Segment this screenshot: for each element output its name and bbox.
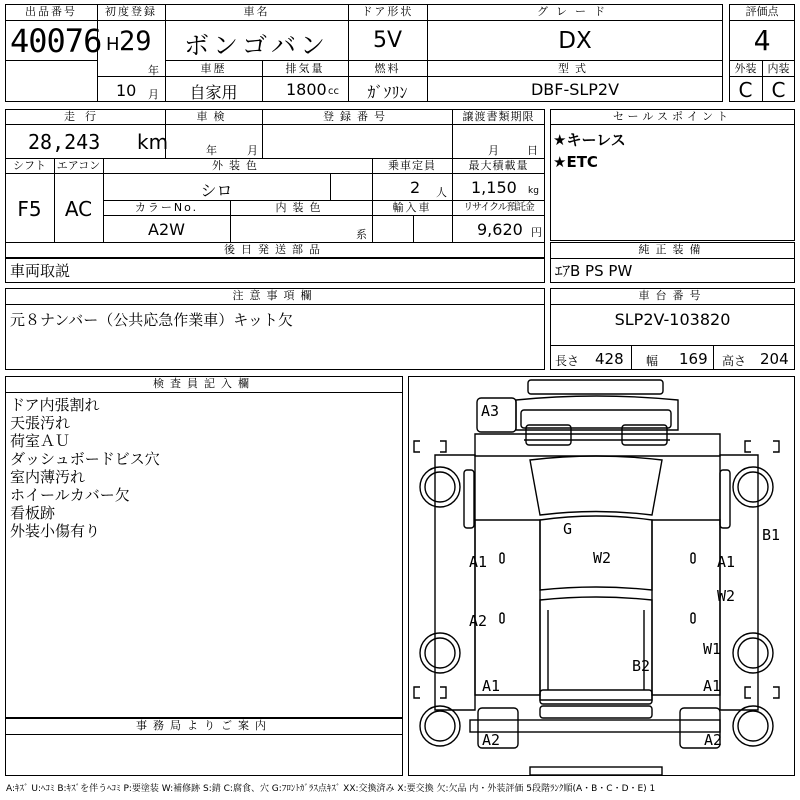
interior-grade: C (771, 78, 786, 102)
damage-mark: B2 (632, 657, 651, 675)
legend: A:ｷｽﾞ U:ﾍｺﾐ B:ｷｽﾞを伴うﾍｺﾐ P:要塗装 W:補修跡 S:錆 C:腐食、穴 G:ﾌﾛﾝﾄｶﾞﾗｽ点ｷｽﾞ XX:交換済み X:要交換 欠:欠品 内・外装評価 5段階ﾗﾝｸ順(A・B・C・D・E) 1 (6, 784, 656, 794)
door-label: ドア形状 (361, 5, 414, 18)
height: 204 (760, 350, 789, 368)
load-label: 最大積載量 (468, 159, 529, 172)
first-reg-era: H (106, 34, 120, 55)
sales-label: セールスポイント (612, 110, 732, 123)
score: 4 (753, 24, 771, 57)
mileage-unit: km (137, 130, 169, 154)
car-outline (408, 376, 795, 776)
inspector-label: 検査員記入欄 (153, 377, 255, 390)
width: 169 (679, 350, 708, 368)
interior-grade-label: 内装 (767, 62, 790, 75)
inspector-note: 外装小傷有り (10, 522, 101, 540)
first-reg-month: 10 (116, 81, 137, 100)
height-label: 高さ (722, 354, 747, 368)
sales-point: ★キーレス (553, 131, 626, 149)
damage-mark: W1 (703, 640, 722, 658)
history: 自家用 (189, 83, 238, 102)
inspection-label: 車検 (196, 110, 231, 123)
transfer-day-unit: 日 (527, 144, 538, 157)
mileage-label: 走行 (64, 110, 106, 123)
damage-mark: G (563, 520, 573, 538)
int-color-unit: 系 (356, 228, 367, 241)
reg-no-label: 登録番号 (323, 110, 391, 123)
length: 428 (595, 350, 624, 368)
ac-label: エアコン (56, 159, 101, 172)
later-parts-value: 車両取説 (10, 262, 71, 280)
damage-mark: A1 (717, 553, 736, 571)
office-label: 事務局よりご案内 (136, 719, 272, 732)
inspector-note: ダッシュボードビス穴 (10, 450, 160, 468)
door-type: 5V (372, 28, 403, 53)
inspector-note: ホイールカバー欠 (10, 486, 130, 504)
first-reg-year: 29 (119, 26, 152, 57)
import-label: 輸入車 (392, 201, 432, 214)
damage-mark: A2 (469, 612, 488, 630)
mileage: 28,243 (28, 130, 101, 154)
grade-label: グレード (537, 5, 613, 18)
inspector-note: 室内薄汚れ (10, 468, 86, 486)
damage-mark: A1 (482, 677, 501, 695)
shift: F5 (17, 197, 42, 221)
first-reg-year-unit: 年 (148, 64, 159, 77)
capacity-unit: 人 (436, 186, 447, 199)
ext-color: シロ (200, 181, 233, 200)
history-label: 車歴 (200, 62, 227, 75)
damage-mark: A2 (704, 731, 723, 749)
car-name: ボンゴバン (183, 31, 329, 60)
displacement: 1800 (286, 80, 327, 99)
capacity-label: 乗車定員 (388, 159, 436, 172)
chassis-label: 車台番号 (638, 289, 707, 302)
exterior-grade: C (738, 78, 753, 102)
int-color-label: 内装色 (275, 201, 327, 214)
ext-color-label: 外装色 (212, 159, 263, 172)
sales-block (550, 109, 795, 241)
recycle: 9,620 (477, 220, 523, 239)
damage-mark: A1 (469, 553, 488, 571)
shift-label: シフト (13, 159, 46, 172)
caution-value: 元８ナンバー（公共応急作業車）キット欠 (10, 311, 293, 329)
displacement-unit: cc (328, 86, 339, 97)
color-no: A2W (148, 220, 185, 239)
load: 1,150 (471, 178, 517, 197)
recycle-unit: 円 (531, 226, 542, 239)
model: DBF-SLP2V (530, 80, 620, 99)
fuel: ｶﾞｿﾘﾝ (367, 83, 408, 102)
lot-no-label: 出品番号 (25, 5, 77, 18)
inspection-year-unit: 年 (206, 144, 217, 157)
first-reg-label: 初度登録 (105, 5, 157, 18)
exterior-grade-label: 外装 (734, 62, 757, 75)
car-name-label: 車名 (243, 5, 270, 18)
grade: DX (558, 28, 592, 54)
damage-mark: A2 (482, 731, 501, 749)
genuine-label: 純正装備 (638, 243, 707, 256)
inspector-note: 看板跡 (10, 504, 56, 522)
lot-no: 40076 (10, 22, 102, 60)
width-label: 幅 (646, 354, 659, 368)
transfer-label: 譲渡書類期限 (462, 110, 535, 123)
caution-label: 注意事項欄 (232, 289, 318, 302)
recycle-label: リサイクル預託金 (463, 202, 534, 213)
inspection-month-unit: 月 (247, 144, 258, 157)
inspector-note: 荷室ＡＵ (10, 432, 71, 450)
damage-mark: B1 (762, 526, 781, 544)
first-reg-month-unit: 月 (148, 88, 159, 101)
damage-mark: W2 (717, 587, 736, 605)
later-parts-block (5, 242, 545, 283)
model-label: 型式 (558, 62, 592, 75)
displacement-label: 排気量 (285, 62, 325, 75)
damage-mark: A1 (703, 677, 722, 695)
fuel-label: 燃料 (374, 62, 401, 75)
length-label: 長さ (555, 354, 580, 368)
chassis-no: SLP2V-103820 (614, 310, 731, 329)
color-no-label: カラーNo. (134, 201, 199, 214)
later-parts-label: 後日発送部品 (224, 243, 326, 256)
capacity: 2 (410, 178, 421, 197)
damage-mark: A3 (481, 402, 500, 420)
sales-point: ★ETC (553, 153, 598, 171)
damage-mark: W2 (593, 549, 612, 567)
genuine-value: ｴｱB PS PW (555, 262, 633, 280)
inspector-note: 天張汚れ (10, 414, 71, 432)
ac: AC (64, 197, 93, 221)
inspector-note: ドア内張割れ (10, 396, 100, 414)
score-label: 評価点 (745, 5, 779, 18)
load-unit: kg (528, 186, 539, 196)
transfer-month-unit: 月 (488, 144, 499, 157)
